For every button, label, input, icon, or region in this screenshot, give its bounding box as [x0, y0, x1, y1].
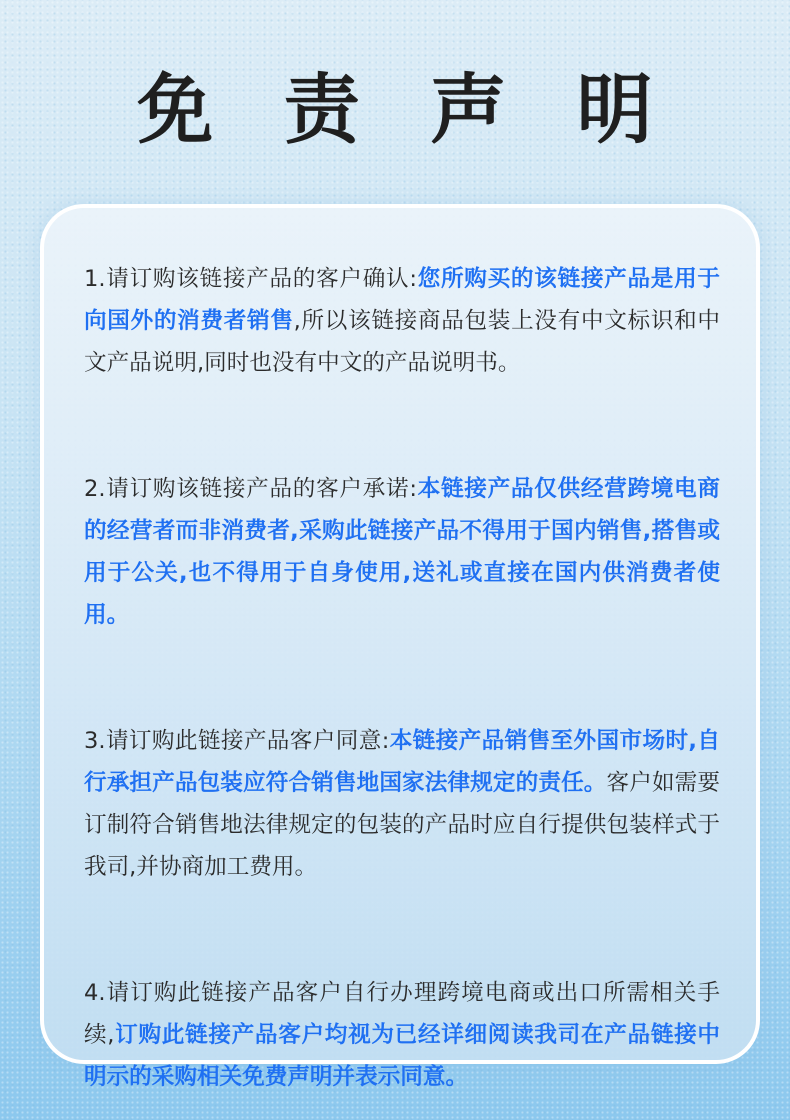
item-3-tail: 客户如需要订制符合销售地法律规定的包装的产品时应自行提供包装样式于我司,并协商加工费用。: [84, 770, 720, 880]
disclaimer-item-4: [84, 972, 720, 1098]
page-title: 免 责 声 明: [137, 65, 675, 154]
item-4-text: 4.请订购此链接产品客户自行办理跨境电商或出口所需相关手续,: [84, 980, 720, 1048]
item-2-text: 2.请订购该链接产品的客户承诺:: [84, 476, 417, 502]
disclaimer-card: [40, 204, 760, 1090]
disclaimer-item-1: [84, 258, 720, 384]
item-1-tail: ,所以该链接商品包装上没有中文标识和中文产品说明,同时也没有中文的产品说明书。: [84, 308, 720, 376]
item-2-highlight: 本链接产品仅供经营跨境电商的经营者而非消费者,采购此链接产品不得用于国内销售,搭售或用于公关,也不得用于自身使用,送礼或直接在国内供消费者使用。: [84, 476, 721, 628]
disclaimer-item-2: [84, 468, 720, 636]
item-3-highlight: 本链接产品销售至外国市场时,自行承担产品包装应符合销售地国家法律规定的责任。: [84, 728, 720, 796]
item-1-text: 1.请订购该链接产品的客户确认:: [84, 266, 417, 292]
disclaimer-item-3: [84, 720, 720, 888]
item-4-highlight: 订购此链接产品客户均视为已经详细阅读我司在产品链接中明示的采购相关免费声明并表示同意。: [84, 1022, 721, 1090]
item-1-highlight: 您所购买的该链接产品是用于向国外的消费者销售: [84, 266, 721, 334]
item-3-text: 3.请订购此链接产品客户同意:: [84, 728, 390, 754]
